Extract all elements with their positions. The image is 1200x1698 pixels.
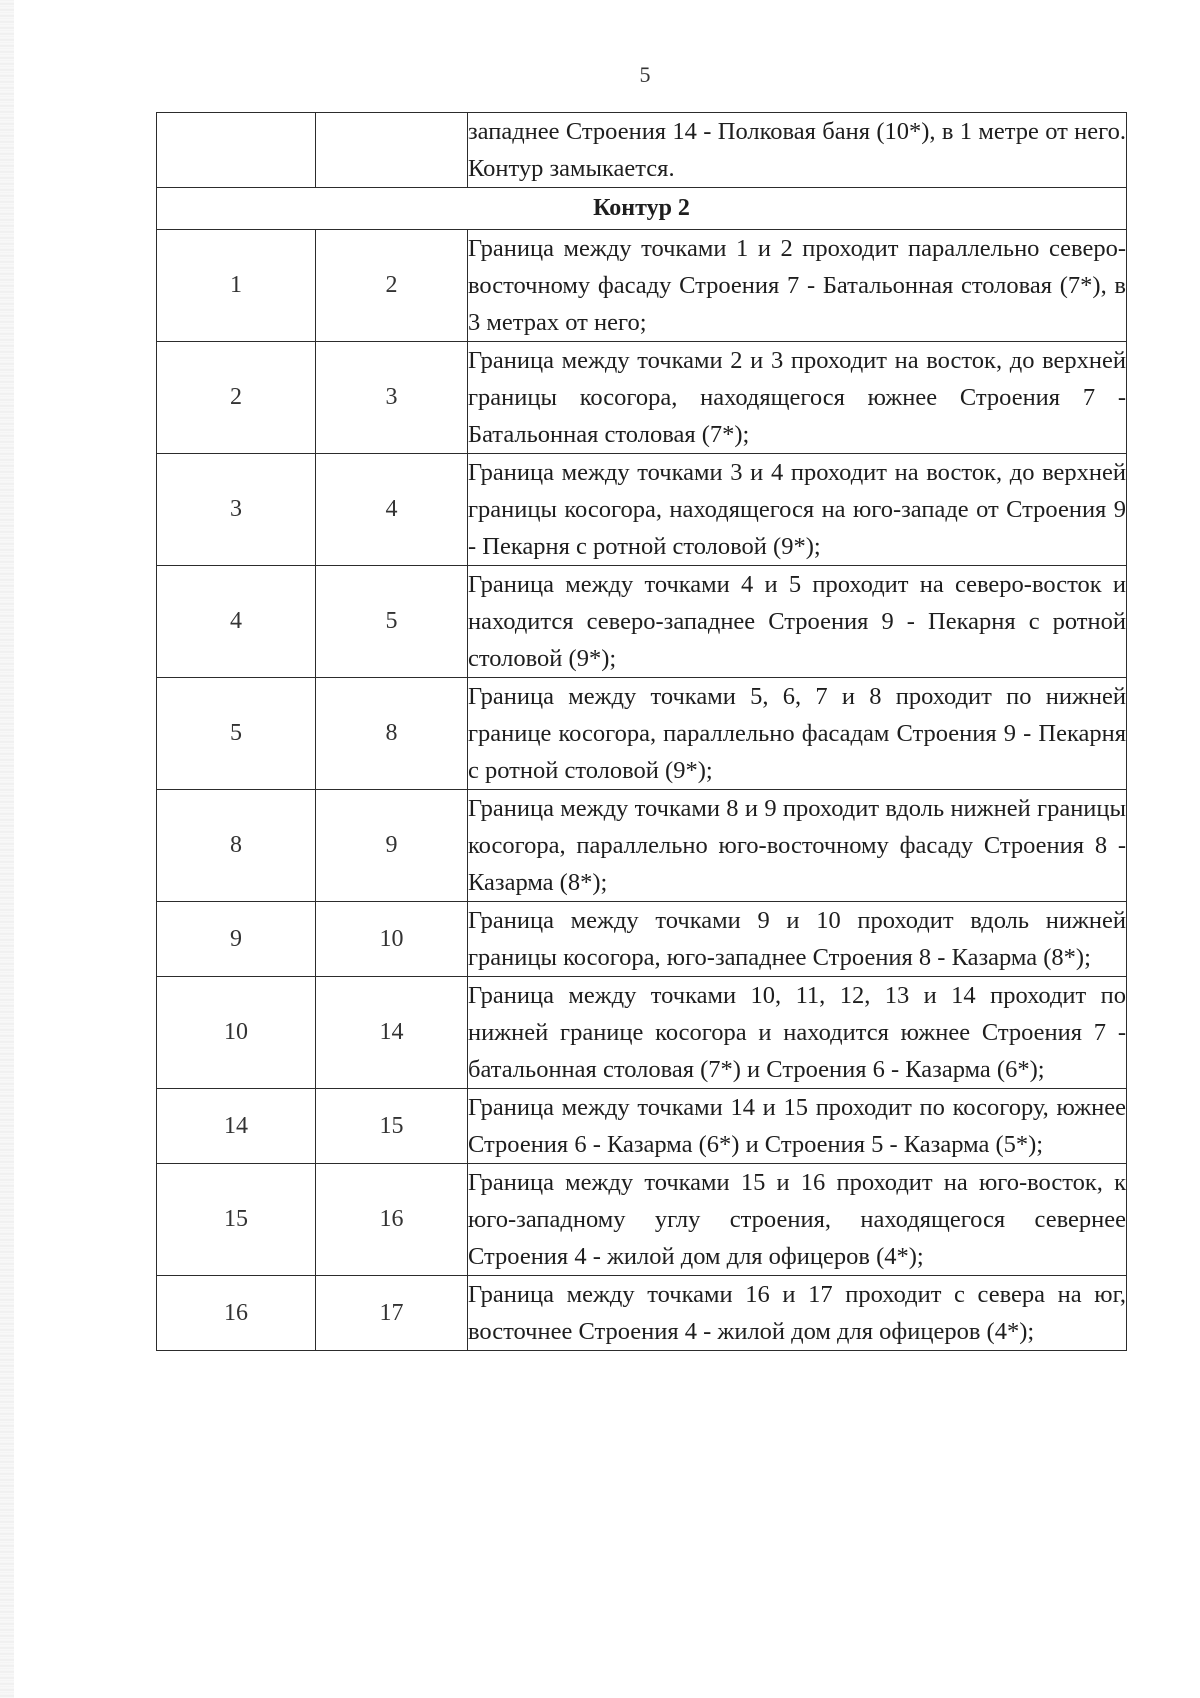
to-point-cell: 8	[316, 678, 468, 790]
to-point-cell: 15	[316, 1089, 468, 1164]
from-point-cell: 4	[157, 566, 316, 678]
description-cell: Граница между точками 9 и 10 проходит вдоль нижней границы косогора, юго-западнее Строения 8 - Казарма (8*);	[468, 902, 1127, 977]
table-row	[157, 902, 1127, 977]
description-cell: Граница между точками 3 и 4 проходит на восток, до верхней границы косогора, находящегося на юго-западе от Строения 9 - Пекарня с ротной столовой (9*);	[468, 454, 1127, 566]
description-cell: Граница между точками 14 и 15 проходит по косогору, южнее Строения 6 - Казарма (6*) и Строения 5 - Казарма (5*);	[468, 1089, 1127, 1164]
description-cell: Граница между точками 1 и 2 проходит параллельно северо-восточному фасаду Строения 7 - Батальонная столовая (7*), в 3 метрах от него;	[468, 230, 1127, 342]
from-point-cell: 5	[157, 678, 316, 790]
description-cell: Граница между точками 4 и 5 проходит на северо-восток и находится северо-западнее Строения 9 - Пекарня с ротной столовой (9*);	[468, 566, 1127, 678]
continuation-row	[157, 113, 1127, 188]
description-cell: Граница между точками 8 и 9 проходит вдоль нижней границы косогора, параллельно юго-восточному фасаду Строения 8 - Казарма (8*);	[468, 790, 1127, 902]
to-point-cell: 2	[316, 230, 468, 342]
description-cell: западнее Строения 14 - Полковая баня (10*), в 1 метре от него. Контур замыкается.	[468, 113, 1127, 188]
section-heading-row	[157, 188, 1127, 230]
table-row	[157, 342, 1127, 454]
page-number: 5	[639, 62, 651, 87]
table-row	[157, 977, 1127, 1089]
to-point-cell: 5	[316, 566, 468, 678]
table-row	[157, 230, 1127, 342]
to-point-cell	[316, 113, 468, 188]
from-point-cell: 8	[157, 790, 316, 902]
scan-edge-artifact	[0, 0, 14, 1698]
to-point-cell: 16	[316, 1164, 468, 1276]
description-cell: Граница между точками 16 и 17 проходит с севера на юг, восточнее Строения 4 - жилой дом для офицеров (4*);	[468, 1276, 1127, 1351]
from-point-cell: 10	[157, 977, 316, 1089]
table-row	[157, 454, 1127, 566]
description-cell: Граница между точками 2 и 3 проходит на восток, до верхней границы косогора, находящегося южнее Строения 7 - Батальонная столовая (7*);	[468, 342, 1127, 454]
from-point-cell: 3	[157, 454, 316, 566]
from-point-cell: 15	[157, 1164, 316, 1276]
table-row	[157, 1276, 1127, 1351]
section-heading: Контур 2	[157, 188, 1127, 230]
description-cell: Граница между точками 5, 6, 7 и 8 проходит по нижней границе косогора, параллельно фасадам Строения 9 - Пекарня с ротной столовой (9*);	[468, 678, 1127, 790]
table-row	[157, 790, 1127, 902]
table-row	[157, 1089, 1127, 1164]
boundary-description-table	[156, 112, 1127, 1351]
to-point-cell: 3	[316, 342, 468, 454]
from-point-cell	[157, 113, 316, 188]
table-row	[157, 678, 1127, 790]
to-point-cell: 17	[316, 1276, 468, 1351]
from-point-cell: 1	[157, 230, 316, 342]
to-point-cell: 14	[316, 977, 468, 1089]
table-row	[157, 566, 1127, 678]
to-point-cell: 4	[316, 454, 468, 566]
from-point-cell: 16	[157, 1276, 316, 1351]
table-row	[157, 1164, 1127, 1276]
description-cell: Граница между точками 10, 11, 12, 13 и 14 проходит по нижней границе косогора и находится южнее Строения 7 - батальонная столовая (7*) и Строения 6 - Казарма (6*);	[468, 977, 1127, 1089]
from-point-cell: 2	[157, 342, 316, 454]
to-point-cell: 9	[316, 790, 468, 902]
to-point-cell: 10	[316, 902, 468, 977]
from-point-cell: 9	[157, 902, 316, 977]
from-point-cell: 14	[157, 1089, 316, 1164]
description-cell: Граница между точками 15 и 16 проходит на юго-восток, к юго-западному углу строения, находящегося севернее Строения 4 - жилой дом для офицеров (4*);	[468, 1164, 1127, 1276]
